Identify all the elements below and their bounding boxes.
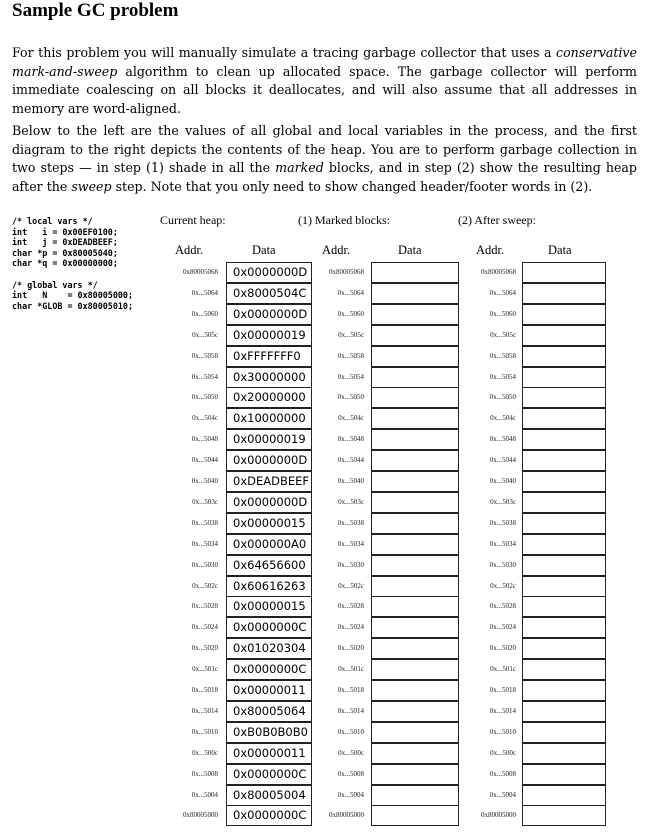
address-label: 0x...500c — [490, 748, 516, 757]
text: Below to the left are the values of all global and local variables in the process, and the first diagram to the right depicts the contents of the heap. You are to perform garbage collection in two steps — in step (1) shade in all the — [12, 123, 637, 175]
heap-word-cell: 0x80005064 — [226, 701, 312, 722]
address-label: 0x...5030 — [191, 560, 218, 569]
heap-word-cell: 0x0000000C — [226, 659, 312, 680]
address-label: 0x...5030 — [337, 560, 364, 569]
address-label: 0x...500c — [338, 748, 364, 757]
addr-header: Addr. — [476, 243, 505, 257]
heap-word-cell: 0x0000000D — [226, 304, 312, 325]
answer-cell[interactable] — [371, 283, 459, 304]
address-label: 0x...5020 — [191, 644, 218, 653]
answer-cell[interactable] — [371, 596, 459, 617]
address-label: 0x...501c — [338, 665, 364, 674]
answer-cell[interactable] — [522, 555, 606, 576]
address-label: 0x...5028 — [191, 602, 218, 611]
address-label: 0x...5048 — [489, 435, 516, 444]
address-label: 0x...505c — [490, 330, 516, 339]
address-label: 0x...502c — [192, 581, 218, 590]
answer-cell[interactable] — [522, 450, 606, 471]
answer-cell[interactable] — [522, 659, 606, 680]
address-label: 0x...5004 — [337, 790, 364, 799]
address-label: 0x...5020 — [489, 644, 516, 653]
address-label: 0x...5010 — [337, 727, 364, 736]
address-label: 0x...504c — [490, 414, 516, 423]
answer-cell[interactable] — [522, 387, 606, 408]
answer-cell[interactable] — [522, 576, 606, 597]
answer-cell[interactable] — [522, 764, 606, 785]
address-label: 0x80005068 — [183, 268, 218, 276]
answer-cell[interactable] — [522, 471, 606, 492]
address-label: 0x...5044 — [489, 456, 516, 465]
address-label: 0x...5040 — [489, 477, 516, 485]
address-label: 0x...500c — [192, 748, 218, 757]
answer-cell[interactable] — [371, 429, 459, 450]
heap-word-cell: 0x80005004 — [226, 785, 312, 806]
address-label: 0x80005068 — [481, 268, 516, 276]
address-label: 0x...5060 — [489, 309, 516, 318]
address-label: 0x...5028 — [489, 602, 516, 611]
heap-word-cell: 0x00000019 — [226, 325, 312, 346]
address-label: 0x...5030 — [489, 560, 516, 569]
address-label: 0x...5048 — [191, 435, 218, 444]
answer-cell[interactable] — [522, 638, 606, 659]
heap-word-cell: 0xFFFFFFF0 — [226, 346, 312, 367]
heap-word-cell: 0x64656600 — [226, 555, 312, 576]
address-label: 0x...505c — [338, 330, 364, 339]
address-label: 0x...504c — [192, 414, 218, 423]
address-label: 0x...5054 — [337, 372, 364, 381]
page-title: Sample GC problem — [12, 0, 179, 21]
answer-cell[interactable] — [371, 576, 459, 597]
address-label: 0x...5050 — [191, 393, 218, 402]
address-label: 0x...5038 — [191, 518, 218, 527]
answer-cell[interactable] — [522, 722, 606, 743]
answer-cell[interactable] — [522, 429, 606, 450]
address-label: 0x...502c — [338, 581, 364, 590]
address-label: 0x...5034 — [191, 539, 218, 548]
address-label: 0x...505c — [192, 330, 218, 339]
address-label: 0x...5058 — [489, 351, 516, 360]
address-label: 0x...5050 — [489, 393, 516, 402]
address-label: 0x...5060 — [191, 309, 218, 318]
address-label: 0x...5020 — [337, 644, 364, 653]
address-label: 0x...5044 — [337, 456, 364, 465]
answer-cell[interactable] — [522, 596, 606, 617]
heap-word-cell: 0x0000000C — [226, 617, 312, 638]
heap-word-cell: 0x00000011 — [226, 743, 312, 764]
emphasis: conservative mark-and-sweep — [12, 45, 637, 79]
answer-cell[interactable] — [522, 346, 606, 367]
answer-cell[interactable] — [522, 513, 606, 534]
current-heap-label: Current heap: — [160, 213, 226, 227]
address-label: 0x...5058 — [337, 351, 364, 360]
address-label: 0x...501c — [490, 665, 516, 674]
answer-cell[interactable] — [371, 471, 459, 492]
answer-cell[interactable] — [371, 346, 459, 367]
address-label: 0x80005068 — [329, 268, 364, 276]
address-label: 0x...5010 — [489, 727, 516, 736]
address-label: 0x...5064 — [191, 288, 218, 297]
text: blocks, and in step (2) show the resulting heap after the — [12, 160, 637, 194]
heap-word-cell: 0x00000019 — [226, 429, 312, 450]
heap-word-cell: 0x10000000 — [226, 408, 312, 429]
answer-cell[interactable] — [371, 785, 459, 806]
heap-word-cell: 0x01020304 — [226, 638, 312, 659]
answer-cell[interactable] — [371, 513, 459, 534]
address-label: 0x...503c — [192, 497, 218, 506]
address-label: 0x80005000 — [183, 811, 218, 820]
address-label: 0x...5064 — [337, 288, 364, 297]
heap-word-cell: 0x60616263 — [226, 576, 312, 597]
answer-cell[interactable] — [371, 555, 459, 576]
answer-cell[interactable] — [522, 743, 606, 764]
heap-word-cell: 0x00000015 — [226, 513, 312, 534]
marked-blocks-label: (1) Marked blocks: — [298, 213, 390, 227]
address-label: 0x80005000 — [329, 811, 364, 820]
addr-header: Addr. — [175, 243, 204, 257]
answer-cell[interactable] — [522, 534, 606, 555]
answer-cell[interactable] — [371, 722, 459, 743]
address-label: 0x...5018 — [489, 686, 516, 694]
answer-cell[interactable] — [371, 492, 459, 513]
answer-cell[interactable] — [371, 638, 459, 659]
heap-word-cell: 0x000000A0 — [226, 534, 312, 555]
address-label: 0x...5004 — [489, 790, 516, 799]
answer-cell[interactable] — [371, 408, 459, 429]
intro-paragraph — [12, 44, 637, 118]
address-label: 0x...5064 — [489, 288, 516, 297]
address-label: 0x...5038 — [489, 518, 516, 527]
address-label: 0x80005000 — [481, 811, 516, 820]
address-label: 0x...503c — [490, 497, 516, 506]
address-label: 0x...504c — [338, 414, 364, 423]
heap-word-cell: 0x0000000C — [226, 764, 312, 785]
address-label: 0x...5008 — [191, 769, 218, 778]
address-label: 0x...5040 — [191, 477, 218, 485]
address-label: 0x...5054 — [489, 372, 516, 381]
emphasis: sweep — [71, 178, 112, 194]
answer-cell[interactable] — [371, 450, 459, 471]
address-label: 0x...5060 — [337, 309, 364, 318]
answer-cell[interactable] — [371, 805, 459, 826]
answer-cell[interactable] — [371, 659, 459, 680]
data-header: Data — [548, 243, 572, 257]
heap-word-cell: 0x8000504C — [226, 283, 312, 304]
text: step. Note that you only need to show changed header/footer words in (2). — [111, 178, 593, 194]
answer-cell[interactable] — [522, 262, 606, 283]
answer-cell[interactable] — [371, 764, 459, 785]
heap-word-cell: 0x0000000D — [226, 492, 312, 513]
address-label: 0x...5038 — [337, 518, 364, 527]
heap-word-cell: 0xB0B0B0B0 — [226, 722, 312, 743]
address-label: 0x...5024 — [489, 623, 516, 632]
answer-cell[interactable] — [371, 617, 459, 638]
address-label: 0x...501c — [192, 665, 218, 674]
variables-code: /* local vars */ int i = 0x00EF0100; int j = 0xDEADBEEF; char *p = 0x80005040; char *q = 0x00000000; /* global vars */ int N = 0x80005000; char *GLOB = 0x80005010; — [12, 216, 134, 311]
answer-cell[interactable] — [522, 680, 606, 701]
answer-cell[interactable] — [522, 367, 606, 388]
answer-cell[interactable] — [371, 534, 459, 555]
text: For this problem you will manually simulate a tracing garbage collector that uses a — [12, 45, 557, 60]
answer-cell[interactable] — [371, 304, 459, 325]
answer-cell[interactable] — [522, 283, 606, 304]
address-label: 0x...503c — [338, 497, 364, 506]
heap-word-cell: 0x00000015 — [226, 596, 312, 617]
heap-word-cell: 0x20000000 — [226, 387, 312, 408]
answer-cell[interactable] — [522, 408, 606, 429]
answer-cell[interactable] — [371, 680, 459, 701]
answer-cell[interactable] — [371, 387, 459, 408]
heap-word-cell: 0x0000000C — [226, 805, 312, 826]
address-label: 0x...5044 — [191, 456, 218, 465]
address-label: 0x...5050 — [337, 393, 364, 402]
answer-cell[interactable] — [371, 367, 459, 388]
answer-cell[interactable] — [522, 492, 606, 513]
addr-header: Addr. — [322, 243, 351, 257]
address-label: 0x...5014 — [191, 706, 218, 715]
heap-word-cell: 0x0000000D — [226, 450, 312, 471]
address-label: 0x...5018 — [191, 686, 218, 694]
data-header: Data — [398, 243, 422, 257]
answer-cell[interactable] — [522, 785, 606, 806]
data-header: Data — [252, 243, 276, 257]
answer-cell[interactable] — [522, 701, 606, 722]
emphasis: marked — [275, 160, 324, 175]
after-sweep-label: (2) After sweep: — [458, 213, 536, 227]
address-label: 0x...5014 — [489, 706, 516, 715]
address-label: 0x...5054 — [191, 372, 218, 381]
address-label: 0x...5010 — [191, 727, 218, 736]
text: algorithm to clean up allocated space. The garbage collector will perform immediate coalescing on all blocks it deallocates, and will also assume that all addresses in memory are word-aligned. — [12, 63, 637, 116]
answer-cell[interactable] — [522, 805, 606, 826]
answer-cell[interactable] — [371, 325, 459, 346]
heap-word-cell: 0x00000011 — [226, 680, 312, 701]
answer-cell[interactable] — [522, 304, 606, 325]
heap-word-cell: 0xDEADBEEF — [226, 471, 312, 492]
answer-cell[interactable] — [371, 701, 459, 722]
address-label: 0x...5004 — [191, 790, 218, 799]
address-label: 0x...5040 — [337, 477, 364, 485]
address-label: 0x...5024 — [191, 623, 218, 632]
address-label: 0x...502c — [490, 581, 516, 590]
instructions-paragraph — [12, 122, 637, 196]
answer-cell[interactable] — [371, 743, 459, 764]
address-label: 0x...5014 — [337, 706, 364, 715]
address-label: 0x...5008 — [489, 769, 516, 778]
address-label: 0x...5034 — [337, 539, 364, 548]
address-label: 0x...5058 — [191, 351, 218, 360]
address-label: 0x...5048 — [337, 435, 364, 444]
heap-word-cell: 0x30000000 — [226, 367, 312, 388]
answer-cell[interactable] — [522, 325, 606, 346]
answer-cell[interactable] — [371, 262, 459, 283]
address-label: 0x...5008 — [337, 769, 364, 778]
address-label: 0x...5028 — [337, 602, 364, 611]
heap-word-cell: 0x0000000D — [226, 262, 312, 283]
answer-cell[interactable] — [522, 617, 606, 638]
address-label: 0x...5034 — [489, 539, 516, 548]
address-label: 0x...5018 — [337, 686, 364, 694]
address-label: 0x...5024 — [337, 623, 364, 632]
